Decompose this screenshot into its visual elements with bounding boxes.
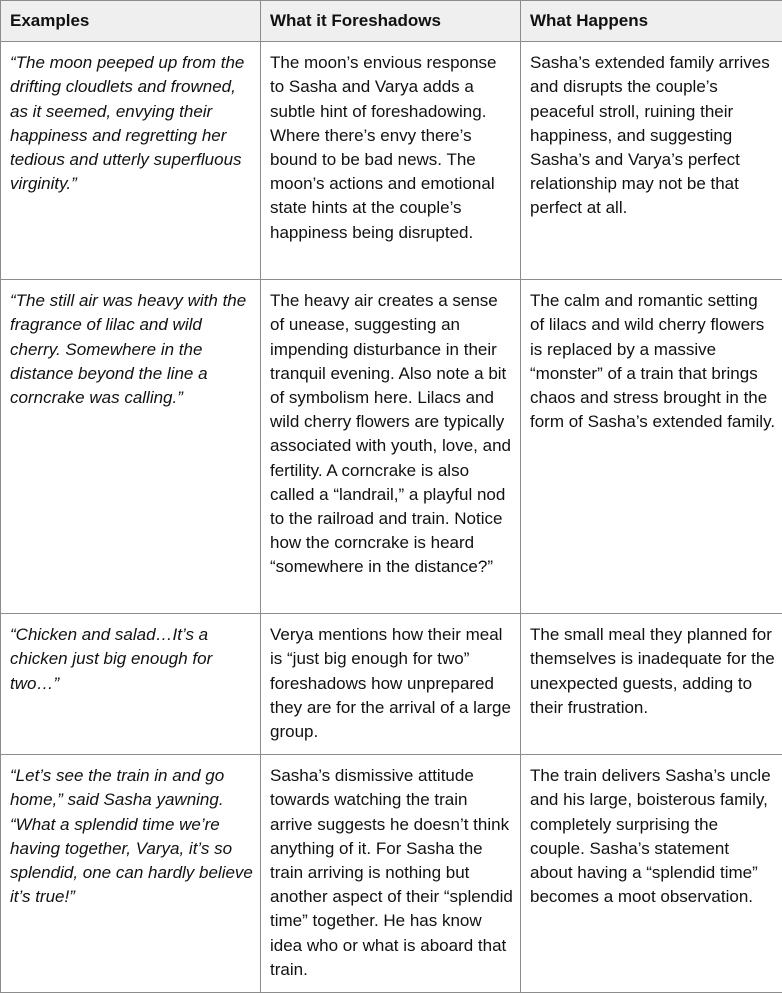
example-cell: “Chicken and salad…It’s a chicken just big enough for two…” — [1, 614, 261, 755]
foreshadows-cell: The heavy air creates a sense of unease, suggesting an impending disturbance in their tranquil evening. Also note a bit of symbolism here. Lilacs and wild cherry flowers are typically associated with youth, love, and fertility. A corncrake is also called a “landrail,” a playful nod to the railroad and train. Notice how the corncrake is heard “somewhere in the distance?” — [261, 280, 521, 614]
foreshadows-cell: Verya mentions how their meal is “just big enough for two” foreshadows how unprepared they are for the arrival of a large group. — [261, 614, 521, 755]
header-examples: Examples — [1, 1, 261, 42]
example-cell: “The moon peeped up from the drifting cloudlets and frowned, as it seemed, envying their happiness and regretting her tedious and utterly superfluous virginity.” — [1, 42, 261, 280]
foreshadows-cell: The moon’s envious response to Sasha and Varya adds a subtle hint of foreshadowing. Where there’s envy there’s bound to be bad news. The moon’s actions and emotional state hints at the couple’s happiness being disrupted. — [261, 42, 521, 280]
table-row — [1, 42, 782, 280]
table-row — [1, 755, 782, 993]
header-what-it-foreshadows: What it Foreshadows — [261, 1, 521, 42]
happens-cell: The train delivers Sasha’s uncle and his large, boisterous family, completely surprising the couple. Sasha’s statement about having a “splendid time” becomes a moot observation. — [521, 755, 782, 993]
happens-cell: The calm and romantic setting of lilacs and wild cherry flowers is replaced by a massive “monster” of a train that brings chaos and stress brought in the form of Sasha’s extended family. — [521, 280, 782, 614]
foreshadows-cell: Sasha’s dismissive attitude towards watching the train arrive suggests he doesn’t think anything of it. For Sasha the train arriving is nothing but another aspect of their “splendid time” together. He has know idea who or what is aboard that train. — [261, 755, 521, 993]
happens-cell: Sasha’s extended family arrives and disrupts the couple’s peaceful stroll, ruining their happiness, and suggesting Sasha’s and Varya’s perfect relationship may not be that perfect at all. — [521, 42, 782, 280]
header-row — [1, 1, 782, 42]
happens-cell: The small meal they planned for themselves is inadequate for the unexpected guests, adding to their frustration. — [521, 614, 782, 755]
example-cell: “Let’s see the train in and go home,” said Sasha yawning. “What a splendid time we’re having together, Varya, it’s so splendid, one can hardly believe it’s true!” — [1, 755, 261, 993]
header-what-happens: What Happens — [521, 1, 782, 42]
example-cell: “The still air was heavy with the fragrance of lilac and wild cherry. Somewhere in the distance beyond the line a corncrake was calling.” — [1, 280, 261, 614]
table-row — [1, 614, 782, 755]
table-row — [1, 280, 782, 614]
